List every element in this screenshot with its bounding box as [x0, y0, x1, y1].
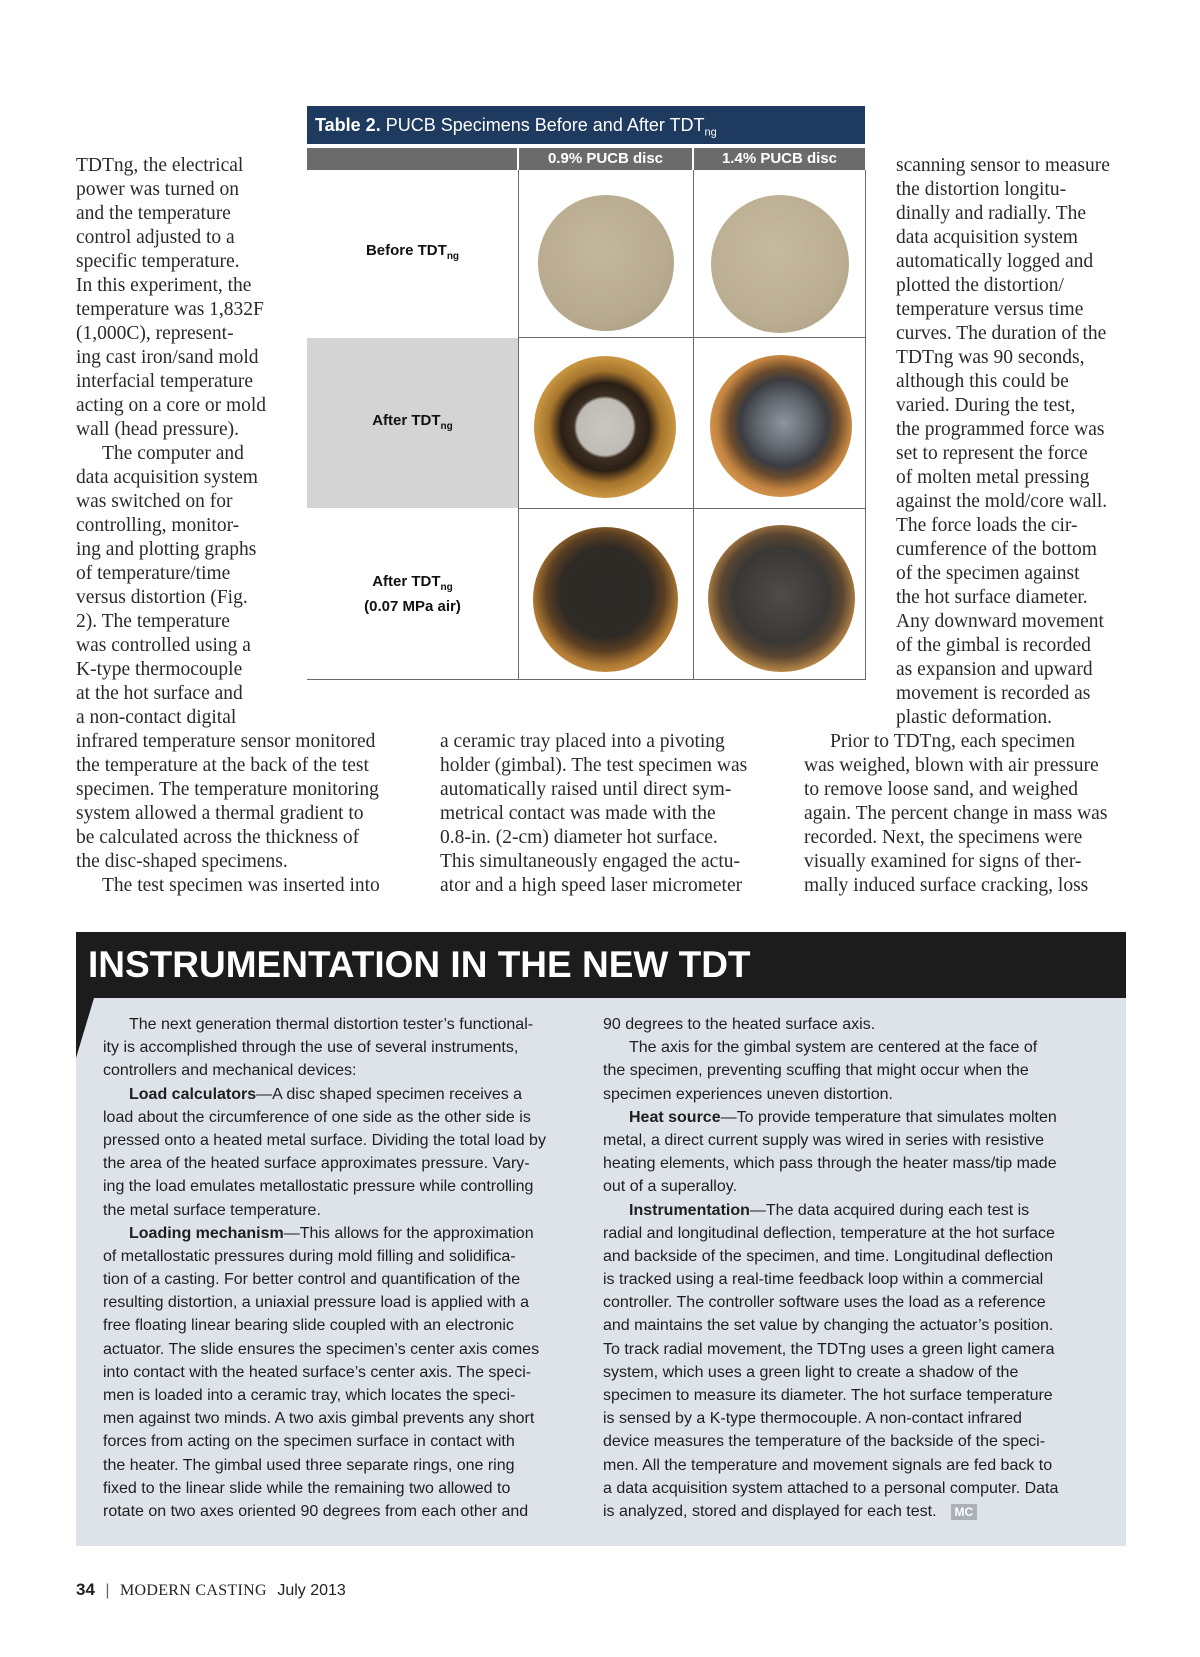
specimen-disc-before-1-4 — [711, 195, 849, 333]
text-line: is sensed by a K-type thermocouple. A non-contact infrared — [603, 1410, 1022, 1428]
footer-separator: | — [105, 1582, 110, 1599]
subhead: Loading mechanism — [129, 1224, 284, 1242]
text-line: curves. The duration of the — [896, 323, 1107, 344]
table-title-sub: ng — [704, 126, 717, 139]
text-line: automatically raised until direct sym- — [440, 779, 732, 800]
text-line: specimen. The temperature monitoring — [76, 779, 379, 800]
text-line: versus distortion (Fig. — [76, 587, 248, 608]
text-line: system, which uses a green light to create a shadow of the — [603, 1363, 1019, 1381]
text-line: dinally and radially. The — [896, 203, 1087, 224]
sidebar-title: INSTRUMENTATION IN THE NEW TDT — [76, 932, 1126, 998]
text-line: This simultaneously engaged the actu- — [440, 851, 741, 872]
text-line: metrical contact was made with the — [440, 803, 716, 824]
text-line: The axis for the gimbal system are centered at the face of — [629, 1039, 1038, 1057]
text-line: to remove loose sand, and weighed — [804, 779, 1079, 800]
text-line: into contact with the heated surface’s center axis. The speci- — [103, 1363, 532, 1381]
text-line: 0.8-in. (2-cm) diameter hot surface. — [440, 827, 718, 848]
text-run: —To provide temperature that simulates molten — [720, 1108, 1057, 1126]
text-line: Any downward movement — [896, 611, 1104, 632]
text-line: fixed to the linear slide while the remaining two allowed to — [103, 1479, 511, 1497]
text-line: The computer and — [102, 443, 244, 464]
text-line: interfacial temperature — [76, 371, 254, 392]
row-label-text: Before TDT — [365, 242, 447, 259]
text-line: TDTng, the electrical — [76, 155, 244, 176]
specimen-disc-after-1-4 — [710, 355, 852, 497]
table-column-header: 0.9% PUCB disc — [519, 148, 692, 170]
text-line: against the mold/core wall. — [896, 491, 1108, 512]
body-column-middle — [440, 730, 780, 898]
text-line: tion of a casting. For better control and quantification of the — [103, 1271, 521, 1289]
text-line: 2). The temperature — [76, 611, 230, 632]
body-column-right — [896, 154, 1136, 730]
text-line: varied. During the test, — [896, 395, 1076, 416]
text-line: the heater. The gimbal used three separate rings, one ring — [103, 1456, 515, 1474]
text-line: of temperature/time — [76, 563, 231, 584]
text-line: holder (gimbal). The test specimen was — [440, 755, 748, 776]
text-line: ator and a high speed laser micrometer — [440, 875, 743, 896]
text-line: the disc-shaped specimens. — [76, 851, 288, 872]
text-line: at the hot surface and — [76, 683, 243, 704]
row-label-sub: ng — [446, 251, 460, 262]
text-line: a ceramic tray placed into a pivoting — [440, 731, 725, 752]
text-line: men. All the temperature and movement signals are fed back to — [603, 1456, 1053, 1474]
table-title-label: Table 2. — [315, 115, 381, 135]
text-line: controlling, monitor- — [76, 515, 240, 536]
text-line: specimen experiences uneven distortion. — [603, 1085, 893, 1103]
issue-date: July 2013 — [277, 1582, 346, 1599]
text-line: mally induced surface cracking, loss — [804, 875, 1089, 896]
text-line: of the specimen against — [896, 563, 1080, 584]
text-line: metal, a direct current supply was wired in series with resistive — [603, 1131, 1045, 1149]
text-line: was switched on for — [76, 491, 233, 512]
text-line: plotted the distortion/ — [896, 275, 1064, 296]
text-line: ing and plotting graphs — [76, 539, 257, 560]
text-line: rotate on two axes oriented 90 degrees from each other and — [103, 1502, 529, 1520]
text-line: data acquisition system — [896, 227, 1078, 248]
subhead: Instrumentation — [629, 1201, 750, 1219]
text-line: The next generation thermal distortion tester’s functional- — [129, 1016, 534, 1033]
text-line: a data acquisition system attached to a personal computer. Data — [603, 1479, 1059, 1497]
text-run: is analyzed, stored and displayed for each test. — [603, 1502, 937, 1520]
text-run: —A disc shaped specimen receives a — [256, 1085, 523, 1103]
text-line: temperature was 1,832F — [76, 299, 264, 320]
table-divider — [693, 170, 694, 680]
text-line: and maintains the set value by changing the actuator’s position. — [603, 1317, 1054, 1335]
text-line: as expansion and upward — [896, 659, 1093, 680]
text-line: visually examined for signs of ther- — [804, 851, 1082, 872]
text-line: was controlled using a — [76, 635, 251, 656]
table-title — [307, 106, 865, 144]
text-line: The force loads the cir- — [896, 515, 1078, 536]
row-label-text: After TDT — [372, 411, 441, 429]
specimen-disc-air-1-4 — [708, 525, 855, 672]
text-line: acting on a core or mold — [76, 395, 267, 416]
text-line: load about the circumference of one side as the other side is — [103, 1108, 531, 1126]
text-line: pressed onto a heated metal surface. Dividing the total load by — [103, 1131, 546, 1149]
text-line: men against two minds. A two axis gimbal prevents any short — [103, 1410, 535, 1428]
text-line: ing cast iron/sand mold — [76, 347, 259, 368]
page-footer — [76, 1580, 346, 1600]
sidebar-column-right — [603, 1013, 1118, 1523]
text-line: plastic deformation. — [896, 707, 1052, 728]
text-line: radial and longitudinal deflection, temperature at the hot surface — [603, 1224, 1055, 1242]
text-line: cumference of the bottom — [896, 539, 1097, 560]
text-line: The test specimen was inserted into — [102, 875, 380, 896]
table-divider — [518, 170, 519, 680]
text-line: device measures the temperature of the backside of the speci- — [603, 1433, 1046, 1451]
text-line: free floating linear bearing slide coupled with an electronic — [103, 1317, 514, 1335]
text-line: power was turned on — [76, 179, 239, 200]
specimen-disc-air-0-9 — [533, 527, 678, 672]
text-line: heating elements, which pass through the heater mass/tip made — [603, 1155, 1057, 1173]
text-line: the hot surface diameter. — [896, 587, 1088, 608]
text-line: specific temperature. — [76, 251, 240, 272]
end-mark-badge: MC — [951, 1504, 978, 1520]
publication-name: MODERN CASTING — [119, 1582, 267, 1599]
text-line: actuator. The slide ensures the specimen’s center axis comes — [103, 1340, 540, 1358]
text-line: the specimen, preventing scuffing that might occur when the — [603, 1062, 1029, 1080]
subhead: Heat source — [629, 1108, 721, 1126]
sidebar-corner-decoration — [76, 998, 94, 1058]
text-line: of metallostatic pressures during mold filling and solidifica- — [103, 1247, 516, 1265]
text-line: of the gimbal is recorded — [896, 635, 1091, 656]
subhead: Load calculators — [129, 1085, 257, 1103]
text-line — [603, 1500, 1118, 1523]
text-line: data acquisition system — [76, 467, 258, 488]
text-line: men is loaded into a ceramic tray, which locates the speci- — [103, 1387, 516, 1404]
text-line: temperature versus time — [896, 299, 1084, 320]
text-line: controllers and mechanical devices: — [103, 1062, 357, 1080]
row-label-extra: (0.07 MPa air) — [364, 598, 461, 615]
text-line: movement is recorded as — [896, 683, 1091, 704]
text-line: although this could be — [896, 371, 1069, 392]
text-run: —This allows for the approximation — [283, 1224, 534, 1242]
text-line: wall (head pressure). — [76, 419, 239, 440]
text-line: infrared temperature sensor monitored — [76, 731, 376, 752]
table-divider — [865, 170, 866, 680]
text-line: Prior to TDTng, each specimen — [830, 731, 1075, 752]
text-line: out of a superalloy. — [603, 1178, 738, 1196]
text-line: (1,000C), represent- — [76, 323, 234, 344]
text-line: a non-contact digital — [76, 707, 237, 728]
text-line: forces from acting on the specimen surface in contact with — [103, 1433, 515, 1451]
sidebar-column-left — [103, 1013, 593, 1523]
text-line: specimen to measure its diameter. The hot surface temperature — [603, 1387, 1053, 1404]
text-line: In this experiment, the — [76, 275, 252, 296]
text-line: control adjusted to a — [76, 227, 235, 248]
text-line: and backside of the specimen, and time. Longitudinal deflection — [603, 1247, 1054, 1265]
row-label-text: After TDT — [372, 573, 441, 590]
body-column-left — [76, 154, 406, 898]
text-line: K-type thermocouple — [76, 659, 243, 680]
text-line: TDTng was 90 seconds, — [896, 347, 1085, 368]
text-line: the temperature at the back of the test — [76, 755, 369, 776]
text-line — [103, 1222, 593, 1245]
specimen-disc-after-0-9 — [534, 356, 676, 498]
text-line: 90 degrees to the heated surface axis. — [603, 1016, 876, 1033]
text-line: was weighed, blown with air pressure — [804, 755, 1099, 776]
text-line: the area of the heated surface approximates pressure. Vary- — [103, 1155, 530, 1173]
text-line — [603, 1106, 1118, 1129]
row-label-sub: ng — [440, 420, 453, 432]
text-line: automatically logged and — [896, 251, 1094, 272]
table-divider — [518, 508, 866, 509]
text-line: recorded. Next, the specimens were — [804, 827, 1083, 848]
specimen-disc-before-0-9 — [538, 195, 674, 331]
text-line: be calculated across the thickness of — [76, 827, 360, 848]
table-title-text: PUCB Specimens Before and After TDT — [380, 115, 705, 135]
row-label-sub: ng — [440, 582, 453, 593]
text-line: and the temperature — [76, 203, 231, 224]
text-line: of molten metal pressing — [896, 467, 1090, 488]
text-line: To track radial movement, the TDTng uses a green light camera — [603, 1340, 1055, 1358]
text-line: ity is accomplished through the use of several instruments, — [103, 1039, 519, 1057]
text-line: controller. The controller software uses the load as a reference — [603, 1294, 1046, 1312]
text-line — [603, 1199, 1118, 1222]
body-column-right-wide — [804, 730, 1144, 898]
text-line: system allowed a thermal gradient to — [76, 803, 364, 824]
text-line: the distortion longitu- — [896, 179, 1067, 200]
text-line: scanning sensor to measure — [896, 155, 1110, 176]
table-column-header: 1.4% PUCB disc — [694, 148, 865, 170]
page-number: 34 — [76, 1580, 95, 1599]
text-line: again. The percent change in mass was — [804, 803, 1108, 824]
text-line: resulting distortion, a uniaxial pressure load is applied with a — [103, 1294, 530, 1312]
text-run: —The data acquired during each test is — [749, 1201, 1030, 1219]
text-line: is tracked using a real-time feedback loop within a commercial — [603, 1271, 1044, 1289]
text-line: the metal surface temperature. — [103, 1201, 321, 1219]
text-line — [103, 1083, 593, 1106]
text-line: set to represent the force — [896, 443, 1088, 464]
table-divider — [518, 337, 866, 338]
text-line: the programmed force was — [896, 419, 1105, 440]
text-line: ing the load emulates metallostatic pressure while controlling — [103, 1178, 534, 1196]
